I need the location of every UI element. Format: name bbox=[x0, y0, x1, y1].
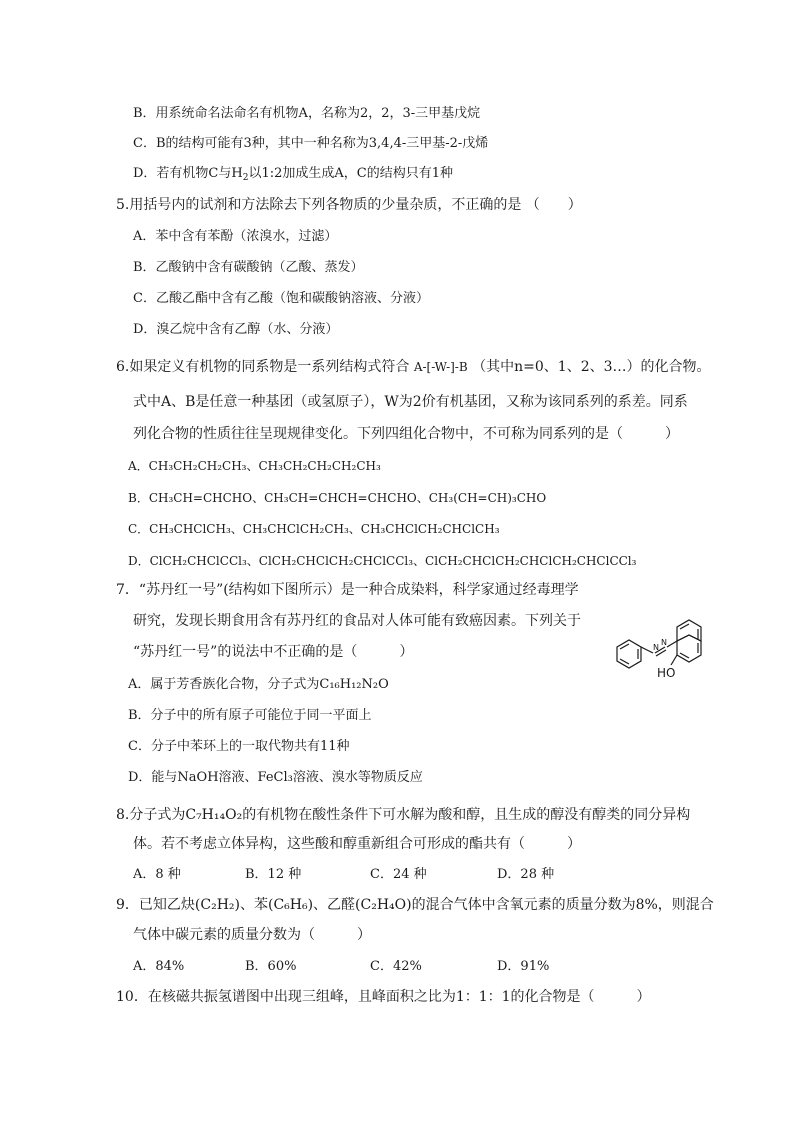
q4-option-d-part2: 以1:2加成生成A，C的结构只有1种 bbox=[248, 166, 453, 181]
q7-option-a: A．属于芳香族化合物，分子式为C₁₆H₁₂N₂O bbox=[128, 677, 389, 692]
q9-option-d: D．91% bbox=[497, 959, 550, 974]
question-7-stem: 7．“苏丹红一号”(结构如下图所示）是一种合成染料，科学家通过经毒理学 bbox=[116, 582, 579, 598]
q6-option-a: A．CH₃CH₂CH₂CH₃、CH₃CH₂CH₂CH₂CH₃ bbox=[128, 459, 381, 473]
q6-stem-part1: 6.如果定义有机物的同系物是一系列结构式符合 bbox=[116, 359, 410, 375]
azo-bond-2 bbox=[667, 641, 677, 647]
sudan-red-structure-diagram bbox=[595, 595, 725, 695]
oh-bond bbox=[671, 655, 677, 665]
q4-option-c: C．B的结构可能有3种，其中一种名称为3,4,4-三甲基-2-戊烯 bbox=[133, 136, 489, 151]
q8-stem-line2: 体。若不考虑立体异构，这些酸和醇重新组合可形成的酯共有（ ） bbox=[133, 836, 581, 852]
q9-option-c: C．42% bbox=[370, 959, 422, 974]
q4-option-b: B．用系统命名法命名有机物A，名称为2，2，3-三甲基戊烷 bbox=[133, 106, 481, 121]
hydroxyl-label: HO bbox=[657, 666, 676, 680]
q9-option-a: A．84% bbox=[133, 959, 185, 974]
q5-option-a: A．苯中含有苯酚（浓溴水，过滤） bbox=[133, 229, 338, 244]
q8-option-d: D．28 种 bbox=[497, 867, 555, 882]
question-9-stem: 9．已知乙炔(C₂H₂)、苯(C₆H₆)、乙醛(C₂H₄O)的混合气体中含氧元素的质量分数为8%，则混合 bbox=[116, 897, 714, 913]
q7-stem-line2: 研究，发现长期食用含有苏丹红的食品对人体可能有致癌因素。下列关于 bbox=[133, 613, 581, 629]
q6-option-d: D．ClCH₂CHClCCl₃、ClCH₂CHClCH₂CHClCCl₃、ClCH₂CHClCH₂CHClCH₂CHClCCl₃ bbox=[128, 554, 637, 568]
question-10-stem: 10．在核磁共振氢谱图中出现三组峰，且峰面积之比为1：1：1的化合物是（ ） bbox=[116, 989, 651, 1005]
q4-option-d bbox=[133, 164, 453, 184]
q7-option-c: C．分子中苯环上的一取代物共有11种 bbox=[128, 739, 350, 754]
q6-option-c: C．CH₃CHClCH₃、CH₃CHClCH₂CH₃、CH₃CHClCH₂CHClCH₃ bbox=[128, 522, 500, 536]
q8-option-a: A．8 种 bbox=[133, 867, 181, 882]
q5-option-c: C．乙酸乙酯中含有乙酸（饱和碳酸钠溶液、分液） bbox=[133, 291, 429, 306]
q6-stem-line3: 列化合物的性质往往呈现规律变化。下列四组化合物中，不可称为同系列的是（ ） bbox=[133, 426, 679, 442]
q5-option-b: B．乙酸钠中含有碳酸钠（乙酸、蒸发） bbox=[133, 260, 364, 275]
q4-option-d-sub: 2 bbox=[242, 173, 249, 183]
q4-option-d-part1: D．若有机物C与H bbox=[133, 166, 243, 181]
question-6-stem bbox=[116, 357, 711, 377]
q7-option-d: D．能与NaOH溶液、FeCl₃溶液、溴水等物质反应 bbox=[128, 770, 423, 785]
azo-n-label-2: N bbox=[661, 638, 667, 647]
q7-stem-line3: “苏丹红一号”的说法中不正确的是（ ） bbox=[133, 644, 414, 660]
q8-option-b: B．12 种 bbox=[245, 867, 302, 882]
q5-option-d: D．溴乙烷中含有乙醇（水、分液） bbox=[133, 322, 339, 337]
azo-bond-1 bbox=[641, 647, 653, 653]
sudan-red-structure-svg bbox=[595, 595, 725, 695]
q9-option-b: B．60% bbox=[245, 959, 297, 974]
question-8-stem: 8.分子式为C₇H₁₄O₂的有机物在酸性条件下可水解为酸和醇，且生成的醇没有醇类的同分异构 bbox=[116, 807, 691, 823]
q6-option-b: B．CH₃CH=CHCHO、CH₃CH=CHCH=CHCHO、CH₃(CH=CH)₃CHO bbox=[128, 491, 547, 505]
q6-stem-part2: （其中n=0、1、2、3…）的化合物。 bbox=[472, 359, 711, 375]
q9-stem-line2: 气体中碳元素的质量分数为（ ） bbox=[133, 927, 371, 943]
q7-option-b: B．分子中的所有原子可能位于同一平面上 bbox=[128, 708, 372, 723]
azo-n-label-1: N bbox=[653, 643, 659, 652]
q6-stem-line2: 式中A、B是任意一种基团（或氢原子），W为2价有机基团，又称为该同系列的系差。同系 bbox=[133, 394, 688, 410]
question-5-stem: 5.用括号内的试剂和方法除去下列各物质的少量杂质，不正确的是 （ ） bbox=[116, 197, 582, 213]
q6-general-formula: A-[-W-]-B bbox=[413, 360, 468, 374]
q8-option-c: C．24 种 bbox=[370, 867, 427, 882]
